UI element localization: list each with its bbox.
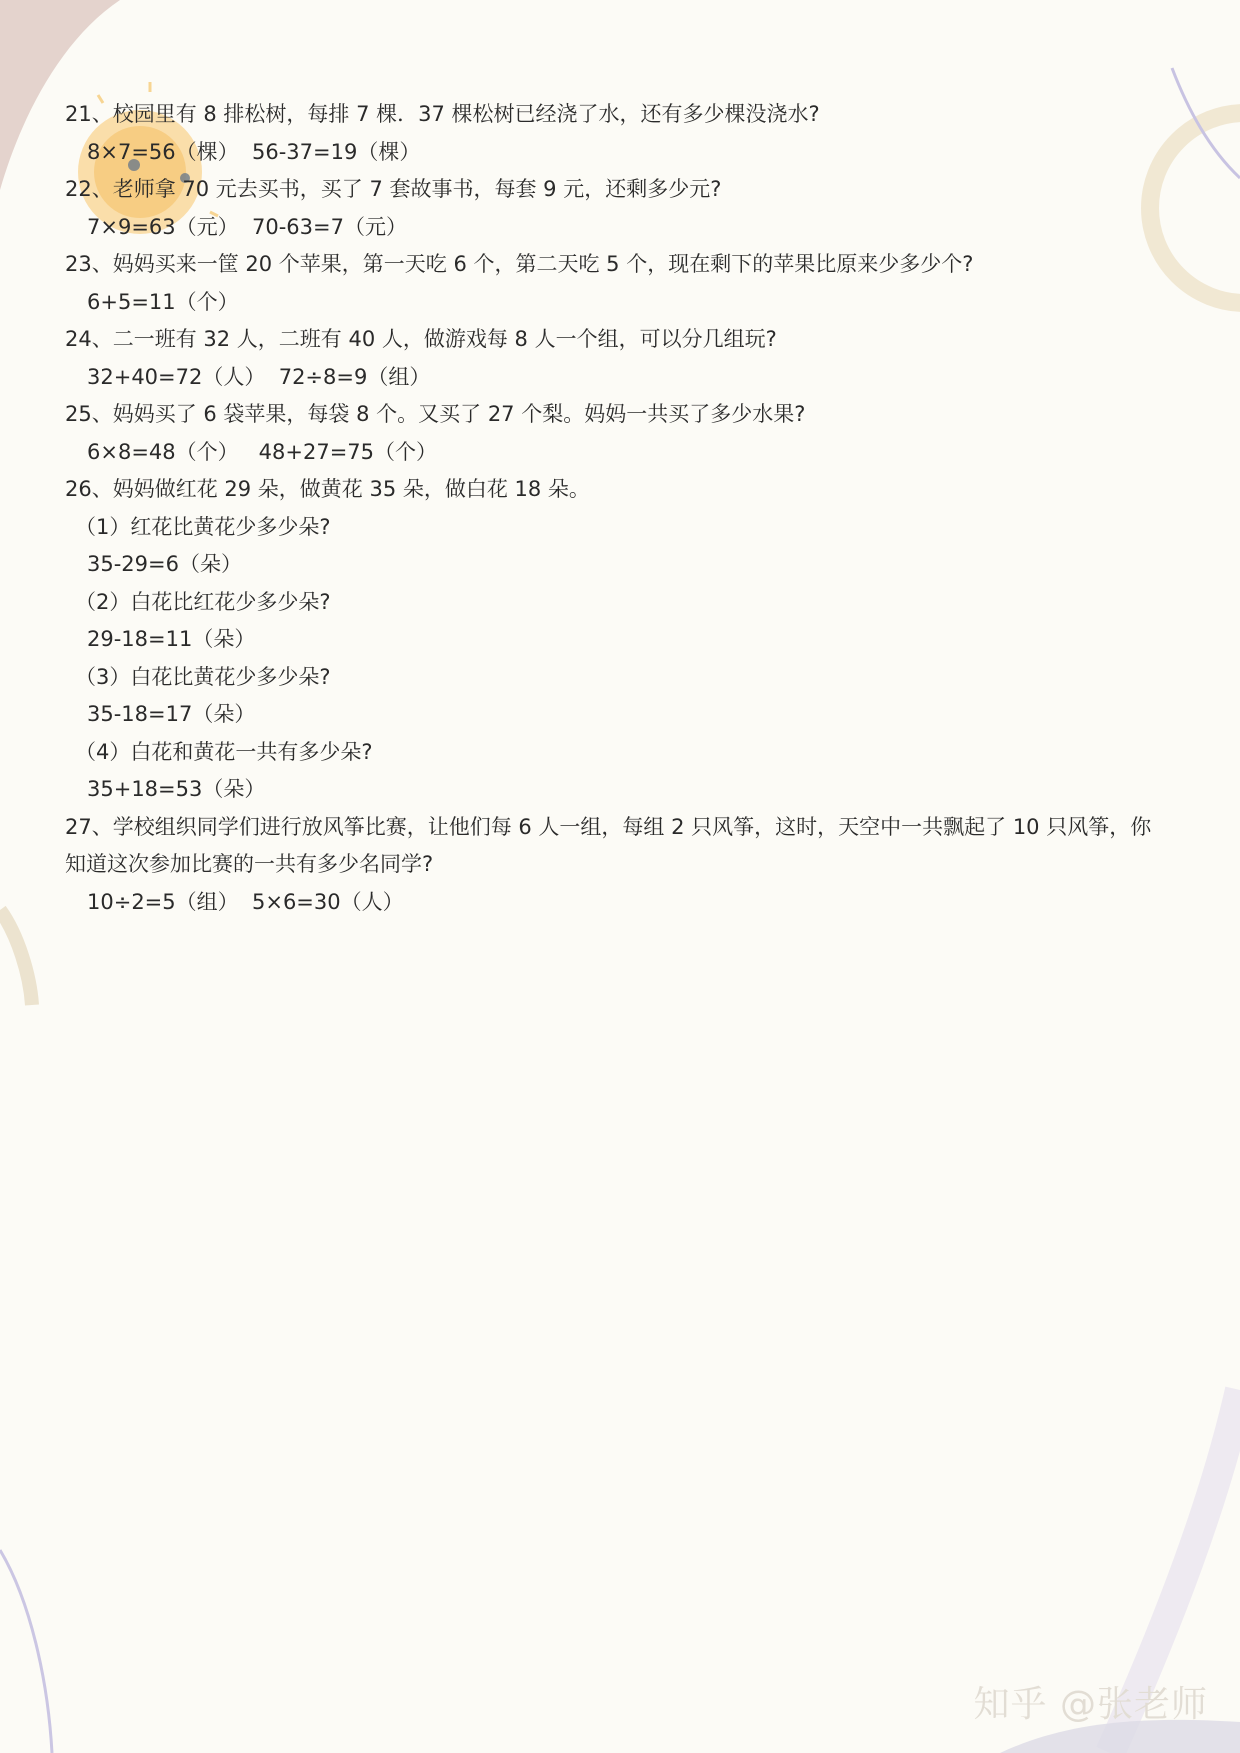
problem-26-part-1-question: （1）红花比黄花少多少朵? bbox=[75, 514, 331, 539]
problem-25-answer: 6×8=48（个） 48+27=75（个） bbox=[87, 439, 438, 464]
problem-26-part-3-answer: 35-18=17（朵） bbox=[87, 702, 256, 726]
problem-22-question: 22、老师拿 70 元去买书，买了 7 套故事书，每套 9 元，还剩多少元? bbox=[65, 177, 722, 201]
problem-27-answer: 10÷2=5（组） 5×6=30（人） bbox=[87, 889, 404, 914]
worksheet-content bbox=[65, 96, 1185, 921]
problem-23-question: 23、妈妈买来一筐 20 个苹果，第一天吃 6 个，第二天吃 5 个，现在剩下的苹果比原来少多少个? bbox=[65, 252, 974, 276]
left-arc-decoration bbox=[0, 910, 32, 1005]
problem-24-question: 24、二一班有 32 人，二班有 40 人，做游戏每 8 人一个组，可以分几组玩? bbox=[65, 327, 777, 351]
problem-27-question-line-2: 知道这次参加比赛的一共有多少名同学? bbox=[65, 852, 434, 876]
problem-26-question: 26、妈妈做红花 29 朵，做黄花 35 朵，做白花 18 朵。 bbox=[65, 477, 590, 501]
problem-27-question-line-1: 27、学校组织同学们进行放风筝比赛，让他们每 6 人一组，每组 2 只风筝，这时，天空中一共飘起了 10 只风筝，你 bbox=[65, 814, 1152, 839]
problem-26-part-1-answer: 35-29=6（朵） bbox=[87, 552, 242, 576]
problem-24-answer: 32+40=72（人） 72÷8=9（组） bbox=[87, 364, 431, 389]
problem-26-part-3-question: （3）白花比黄花少多少朵? bbox=[75, 664, 331, 689]
problem-23-answer: 6+5=11（个） bbox=[87, 289, 239, 314]
problem-22-answer: 7×9=63（元） 70-63=7（元） bbox=[87, 214, 407, 239]
bottom-left-arc-decoration bbox=[0, 1550, 52, 1753]
problem-21-question: 21、校园里有 8 排松树，每排 7 棵．37 棵松树已经浇了水，还有多少棵没浇水? bbox=[65, 102, 820, 126]
problem-26-part-4-question: （4）白花和黄花一共有多少朵? bbox=[75, 739, 373, 764]
problem-25-question: 25、妈妈买了 6 袋苹果，每袋 8 个。又买了 27 个梨。妈妈一共买了多少水果? bbox=[65, 402, 806, 426]
watermark: 知乎 @张老师 bbox=[973, 1684, 1208, 1725]
problem-26-part-4-answer: 35+18=53（朵） bbox=[87, 777, 266, 801]
problem-21-answer: 8×7=56（棵） 56-37=19（棵） bbox=[87, 139, 421, 164]
problem-26-part-2-answer: 29-18=11（朵） bbox=[87, 627, 256, 651]
problem-26-part-2-question: （2）白花比红花少多少朵? bbox=[75, 589, 331, 614]
